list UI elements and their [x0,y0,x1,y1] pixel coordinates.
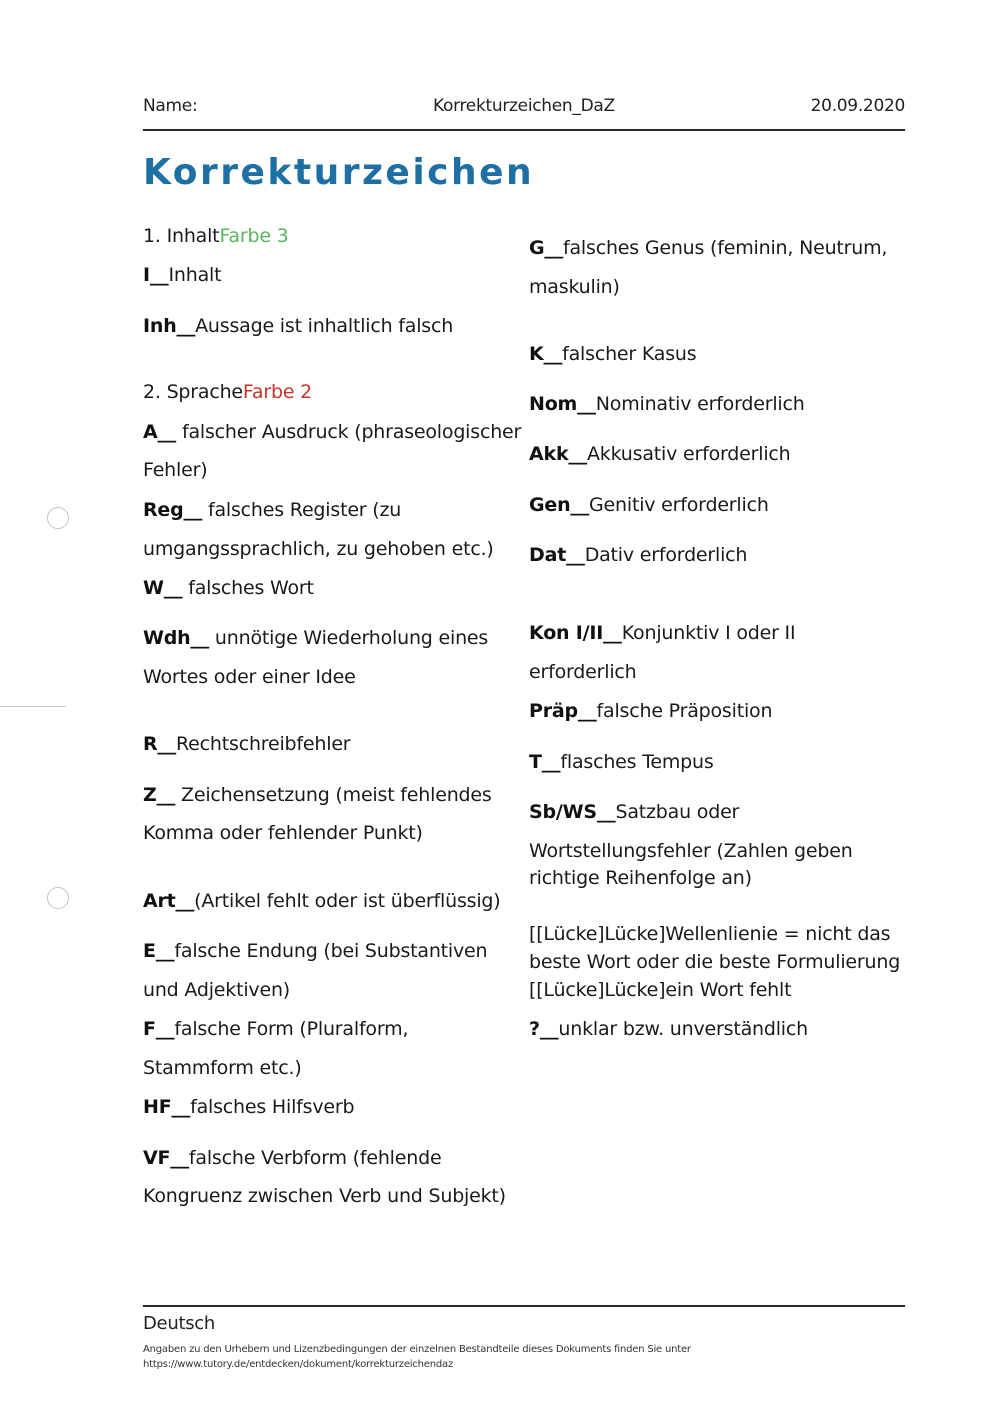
list-item [143,889,501,913]
description: falsche Verbform (fehlende [188,1147,442,1169]
list-item [143,732,350,756]
description: Dativ erforderlich [584,544,748,566]
header-date: 20.09.2020 [810,96,905,116]
list-item [529,493,769,517]
code: Sb/WS__ [529,801,616,823]
description: flasches Tempus [560,751,714,773]
list-item-continuation: Komma oder fehlender Punkt) [143,822,423,844]
section-heading-sprache [143,380,312,404]
description: falsches Register (zu [202,499,402,521]
code: W__ [143,577,183,599]
description: Zeichensetzung (meist fehlendes [175,784,492,806]
description: Inhalt [168,264,222,286]
description: Akkusativ erforderlich [586,443,791,465]
code: ?__ [529,1018,559,1040]
wave-note-line: [[Lücke]Lücke]Wellenlienie = nicht das [529,923,891,945]
list-item-continuation: und Adjektiven) [143,979,290,1001]
list-item [143,1146,441,1170]
list-item-continuation: Wortstellungsfehler (Zahlen geben [529,840,853,862]
header-doc-title: Korrekturzeichen_DaZ [433,96,615,116]
code: Kon I/II__ [529,622,622,644]
list-item [143,1095,354,1119]
code: Reg__ [143,499,203,521]
list-item [529,342,696,366]
code: Akk__ [529,443,587,465]
list-item-continuation: richtige Reihenfolge an) [529,867,752,889]
list-item [529,621,795,645]
list-item [143,626,488,650]
code: Wdh__ [143,627,210,649]
list-item-continuation: umgangssprachlich, zu gehoben etc.) [143,538,494,560]
code: VF__ [143,1147,189,1169]
footer-divider [143,1305,905,1307]
section-color-label: Farbe 2 [242,381,313,403]
list-item [143,939,487,963]
list-item-continuation: Kongruenz zwischen Verb und Subjekt) [143,1185,506,1207]
description: falsche Präposition [596,700,773,722]
list-item [143,783,492,807]
list-item [143,263,221,287]
wave-note-line: beste Wort oder die beste Formulierung [529,951,901,973]
section-label: 2. Sprache [143,381,243,403]
code: A__ [143,421,177,443]
list-item-continuation: maskulin) [529,276,620,298]
description: Genitiv erforderlich [589,494,769,516]
list-item [143,314,453,338]
section-color-label: Farbe 3 [219,225,289,247]
page-title: Korrekturzeichen [143,152,535,193]
list-item [529,1017,808,1041]
list-item [529,800,739,824]
description: falsches Genus (feminin, Neutrum, [563,237,888,259]
header-name-label: Name: [143,96,198,116]
description: (Artikel fehlt oder ist überflüssig) [194,890,501,912]
footer-license-text: Angaben zu den Urhebern und Lizenzbedingungen der einzelnen Bestandteile dieses Dokuments finden Sie unter [143,1344,691,1355]
list-item-continuation: erforderlich [529,661,637,683]
description: falscher Ausdruck (phraseologischer [176,421,522,443]
code: Gen__ [529,494,590,516]
header-divider [143,129,905,131]
code: R__ [143,733,177,755]
code: K__ [529,343,563,365]
description: falsches Hilfsverb [190,1096,355,1118]
punch-hole-mark-bottom [47,887,69,909]
code: I__ [143,264,169,286]
list-item-continuation: Stammform etc.) [143,1057,302,1079]
description: unklar bzw. unverständlich [558,1018,808,1040]
code: Art__ [143,890,195,912]
code: G__ [529,237,563,259]
description: Rechtschreibfehler [176,733,351,755]
list-item [529,236,887,260]
list-item [143,1017,408,1041]
list-item [529,543,747,567]
description: unnötige Wiederholung eines [209,627,489,649]
list-item [143,498,401,522]
code: Präp__ [529,700,597,722]
description: Satzbau oder [615,801,740,823]
list-item [529,392,805,416]
description: falscher Kasus [562,343,697,365]
description: falsches Wort [182,577,314,599]
code: Z__ [143,784,176,806]
code: Inh__ [143,315,196,337]
code: E__ [143,940,175,962]
section-heading-inhalt [143,224,289,248]
description: Nominativ erforderlich [595,393,805,415]
code: Dat__ [529,544,585,566]
list-item-continuation: Fehler) [143,459,208,481]
fold-mark [0,706,66,707]
list-item [143,420,521,444]
code: T__ [529,751,561,773]
code: Nom__ [529,393,596,415]
description: falsche Endung (bei Substantiven [174,940,488,962]
punch-hole-mark-top [47,507,69,529]
description: falsche Form (Pluralform, [174,1018,409,1040]
description: Aussage ist inhaltlich falsch [195,315,454,337]
code: HF__ [143,1096,191,1118]
list-item [529,442,791,466]
code: F__ [143,1018,175,1040]
footer-license-url[interactable]: https://www.tutory.de/entdecken/dokument/korrekturzeichendaz [143,1359,454,1370]
list-item [143,576,314,600]
wave-note-line: [[Lücke]Lücke]ein Wort fehlt [529,979,792,1001]
list-item [529,750,714,774]
section-label: 1. Inhalt [143,225,220,247]
description: Konjunktiv I oder II [621,622,796,644]
list-item [529,699,772,723]
list-item-continuation: Wortes oder einer Idee [143,666,356,688]
footer-subject: Deutsch [143,1313,215,1334]
